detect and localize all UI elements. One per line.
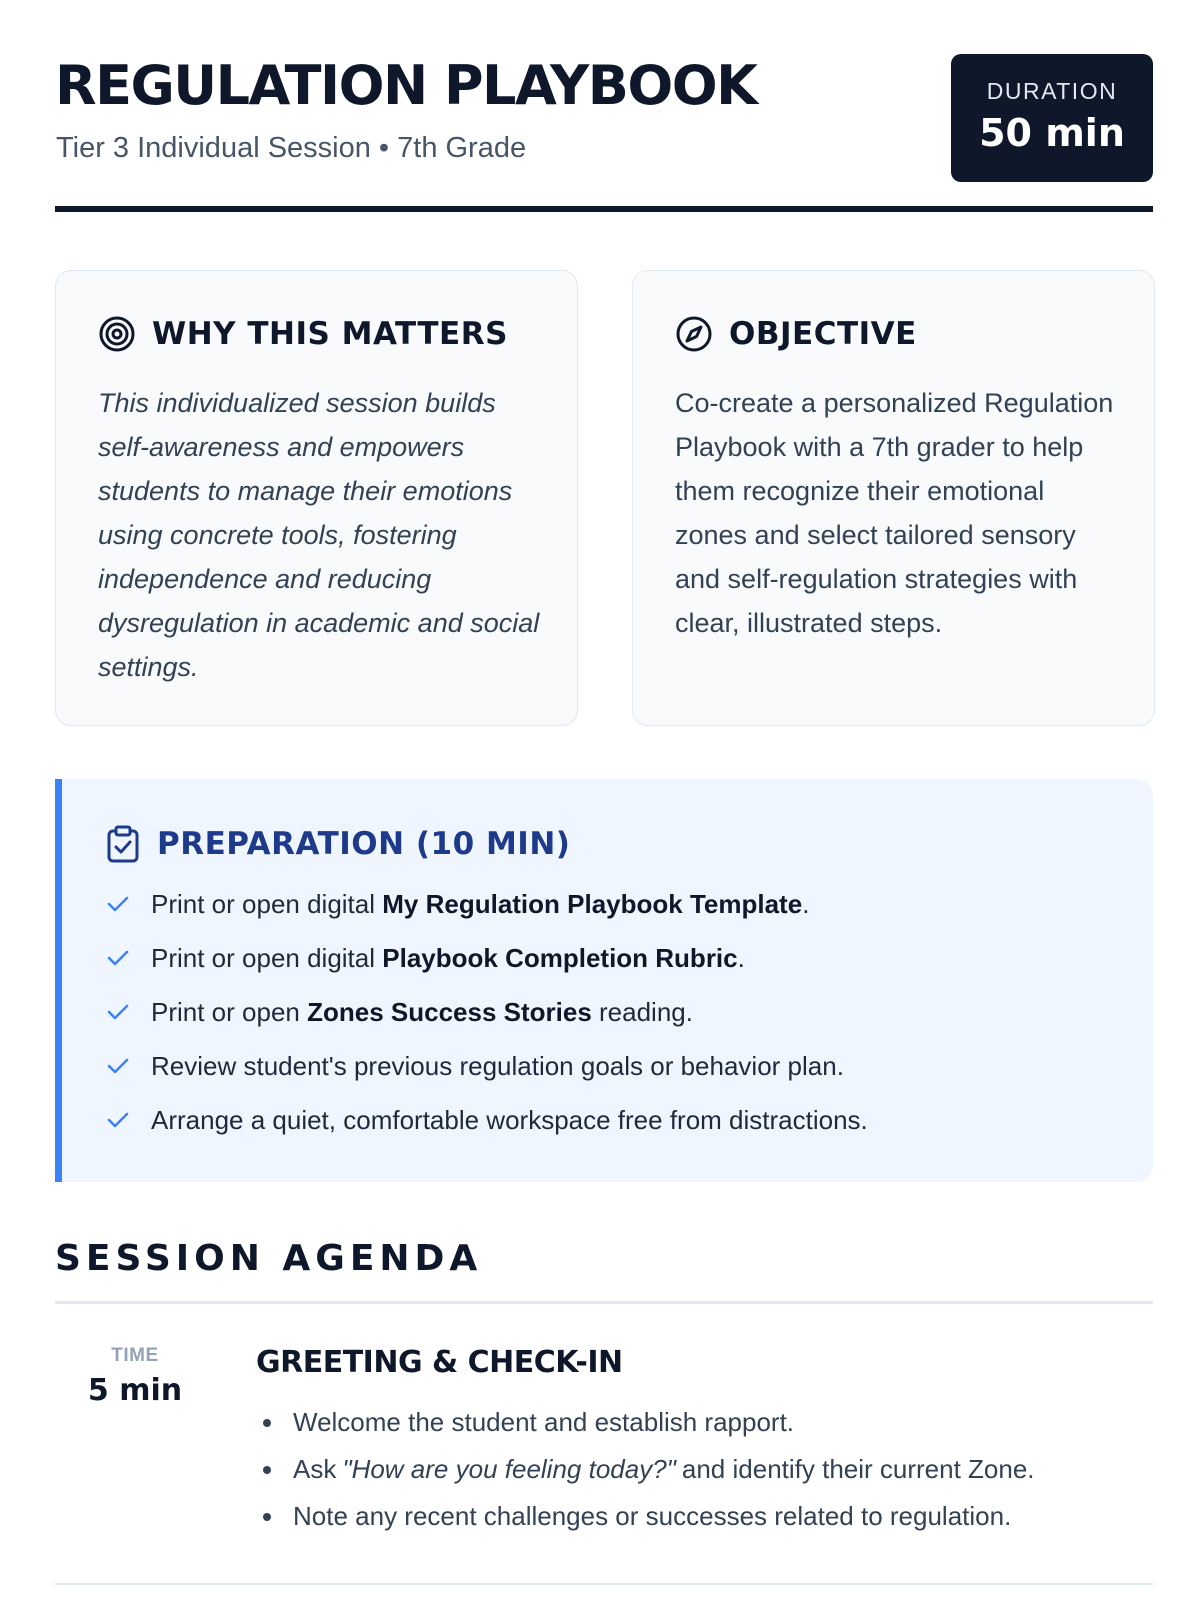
page-subtitle: Tier 3 Individual Session • 7th Grade: [56, 132, 527, 164]
why-header: [98, 315, 508, 353]
check-icon: [105, 1053, 131, 1079]
check-icon: [105, 945, 131, 971]
objective-body: Co-create a personalized Regulation Playbook with a 7th grader to help them recognize their emotional zones and select tailored sensory and self-regulation strategies with clear, illustrated steps.: [675, 388, 1114, 638]
preparation-header: [105, 825, 570, 863]
objective-heading: OBJECTIVE: [729, 316, 917, 352]
time-value: 5 min: [87, 1373, 183, 1408]
page-title: REGULATION PLAYBOOK: [55, 54, 757, 117]
bullet-dot: [263, 1513, 271, 1521]
preparation-item-text: Print or open digital My Regulation Playbook Template.: [151, 888, 810, 919]
preparation-item-text: Review student's previous regulation goals or behavior plan.: [151, 1050, 844, 1081]
duration-value: 50 min: [979, 111, 1125, 155]
check-icon: [105, 999, 131, 1025]
bullet-dot: [263, 1419, 271, 1427]
preparation-item-text: Print or open Zones Success Stories reading.: [151, 996, 693, 1027]
check-icon: [105, 891, 131, 917]
why-card: [55, 270, 578, 726]
check-icon: [105, 1107, 131, 1133]
compass-icon: [675, 315, 713, 353]
objective-card: [632, 270, 1155, 726]
agenda-item-divider: [55, 1583, 1153, 1585]
time-label: TIME: [111, 1345, 159, 1366]
objective-header: [675, 315, 917, 353]
agenda-bullet: Welcome the student and establish rapport.: [263, 1399, 1035, 1446]
why-body: This individualized session builds self-awareness and empowers students to manage their emotions using concrete tools, fostering independence and reducing dysregulation in academic and social settings.: [98, 388, 540, 682]
target-icon: [98, 315, 136, 353]
agenda-divider: [55, 1301, 1153, 1304]
agenda-item-bullets: [263, 1399, 1035, 1540]
preparation-heading: PREPARATION (10 MIN): [157, 826, 571, 862]
agenda-bullet: Ask "How are you feeling today?" and identify their current Zone.: [263, 1446, 1035, 1493]
clipboard-check-icon: [105, 825, 141, 863]
why-heading: WHY THIS MATTERS: [152, 316, 508, 352]
page-header: [55, 52, 1153, 212]
preparation-item: [105, 1093, 868, 1147]
agenda-item-title: GREETING & CHECK-IN: [256, 1345, 623, 1380]
agenda-heading: SESSION AGENDA: [55, 1238, 483, 1279]
preparation-item: [105, 877, 868, 931]
preparation-item-text: Arrange a quiet, comfortable workspace free from distractions.: [151, 1104, 868, 1135]
bullet-dot: [263, 1466, 271, 1474]
duration-label: DURATION: [986, 78, 1118, 104]
preparation-list: [105, 877, 868, 1147]
preparation-item-text: Print or open digital Playbook Completion Rubric.: [151, 942, 745, 973]
agenda-time: [55, 1345, 215, 1408]
preparation-panel: [55, 779, 1153, 1182]
preparation-item: [105, 931, 868, 985]
agenda-bullet: Note any recent challenges or successes related to regulation.: [263, 1493, 1035, 1540]
preparation-item: [105, 985, 868, 1039]
duration-badge: [951, 54, 1153, 182]
preparation-item: [105, 1039, 868, 1093]
